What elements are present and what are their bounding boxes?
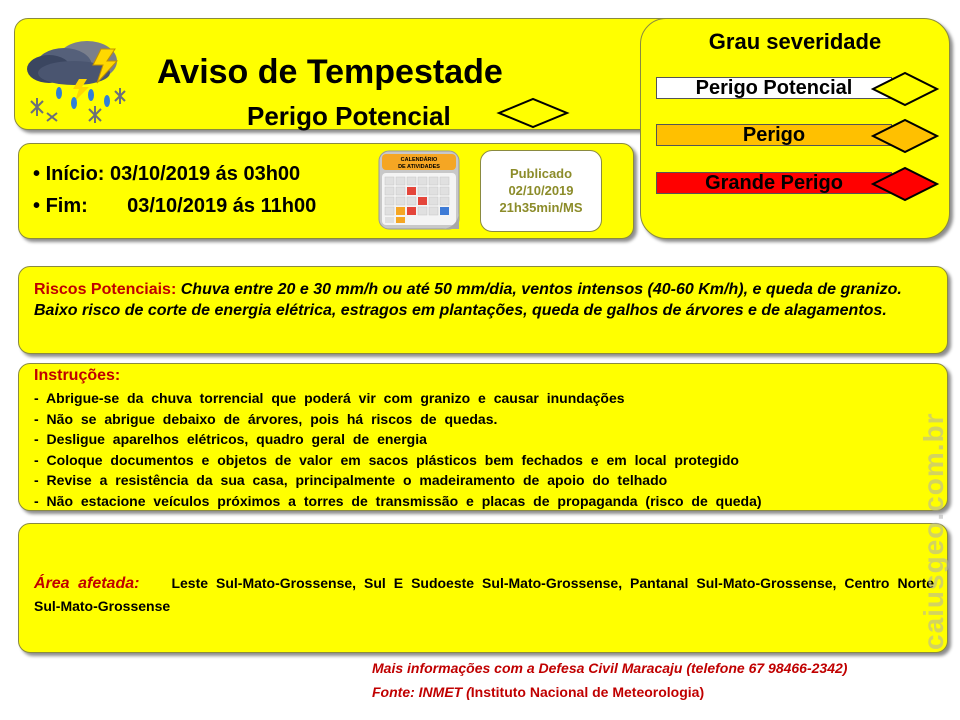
svg-text:DE ATIVIDADES: DE ATIVIDADES [398, 164, 440, 170]
instruction-item: - Desligue aparelhos elétricos, quadro geral de energia [34, 431, 427, 448]
instructions-title: Instruções: [34, 367, 121, 384]
alert-level-diamond-icon [493, 95, 573, 131]
published-box [480, 150, 602, 232]
schedule-panel [18, 143, 634, 239]
footer-source [372, 684, 704, 700]
severity-level-potential: Perigo Potencial [656, 77, 892, 99]
affected-area-text: Leste Sul-Mato-Grossense, Sul E Sudoeste Sul-Mato-Grossense, Pantanal Sul-Mato-Grossense, Centro Norte Sul-Mato-Grossense [34, 575, 935, 614]
affected-area-panel [18, 523, 948, 653]
severity-title: Grau severidade [708, 29, 882, 54]
instructions-list [34, 388, 762, 512]
instruction-item: - Abrigue-se da chuva torrencial que poderá vir com granizo e causar inundações [34, 390, 625, 406]
severity-diamond-danger-icon [869, 116, 941, 156]
end-value: 03/10/2019 ás 11h00 [127, 195, 317, 217]
calendar-caption: CALENDÁRIO [400, 157, 438, 163]
risks-panel [18, 266, 948, 354]
instruction-item: - Não estacione veículos próximos a torres de transmissão e placas de propaganda (risco de queda) [34, 492, 762, 509]
published-time: 21h35min/MS [499, 200, 583, 215]
severity-level-danger: Perigo [656, 124, 892, 146]
end-line [33, 195, 316, 218]
bullet-icon: • [33, 195, 46, 217]
start-label: Início: [45, 163, 105, 185]
start-line [33, 163, 300, 186]
alert-header-panel [14, 18, 680, 130]
severity-diamond-potential-icon [869, 69, 941, 109]
footer-source-label: Fonte: INMET ( [372, 684, 471, 700]
published-date: 02/10/2019 [508, 183, 574, 198]
severity-panel [640, 18, 950, 239]
footer-contact: Mais informações com a Defesa Civil Maracaju (telefone 67 98466-2342) [372, 660, 848, 676]
storm-cloud-icon [19, 31, 131, 123]
risks-text-block [34, 279, 934, 321]
footer-source-name: Instituto Nacional de Meteorologia) [470, 684, 705, 700]
start-value: 03/10/2019 ás 03h00 [110, 163, 301, 185]
instructions-panel [18, 363, 948, 511]
alert-title: Aviso de Tempestade [157, 53, 503, 91]
instruction-item: - Revise a resistência da sua casa, principalmente o madeiramento de apoio do telhado [34, 472, 668, 489]
affected-area-label: Área afetada: [34, 575, 140, 592]
published-label: Publicado [509, 166, 573, 181]
severity-level-great-danger: Grande Perigo [656, 172, 892, 194]
risks-label: Riscos Potenciais: [34, 281, 177, 298]
bullet-icon: • [33, 163, 46, 185]
end-label: Fim: [45, 195, 88, 217]
instruction-item: - Coloque documentos e objetos de valor em sacos plásticos bem fechados e em local protegido [34, 451, 739, 468]
instruction-item: - Não se abrigue debaixo de árvores, pois há riscos de quedas. [34, 410, 498, 427]
calendar-icon [377, 147, 463, 233]
severity-diamond-great-danger-icon [869, 164, 941, 204]
watermark: caiusgeo.com.br [918, 412, 949, 650]
risks-description: Chuva entre 20 e 30 mm/h ou até 50 mm/dia, ventos intensos (40-60 Km/h), e queda de granizo. Baixo risco de corte de energia elétrica, estragos em plantações, queda de galhos de árvores e de alagamentos. [34, 281, 902, 319]
affected-area-block [34, 572, 934, 617]
alert-level-label: Perigo Potencial [247, 101, 451, 131]
